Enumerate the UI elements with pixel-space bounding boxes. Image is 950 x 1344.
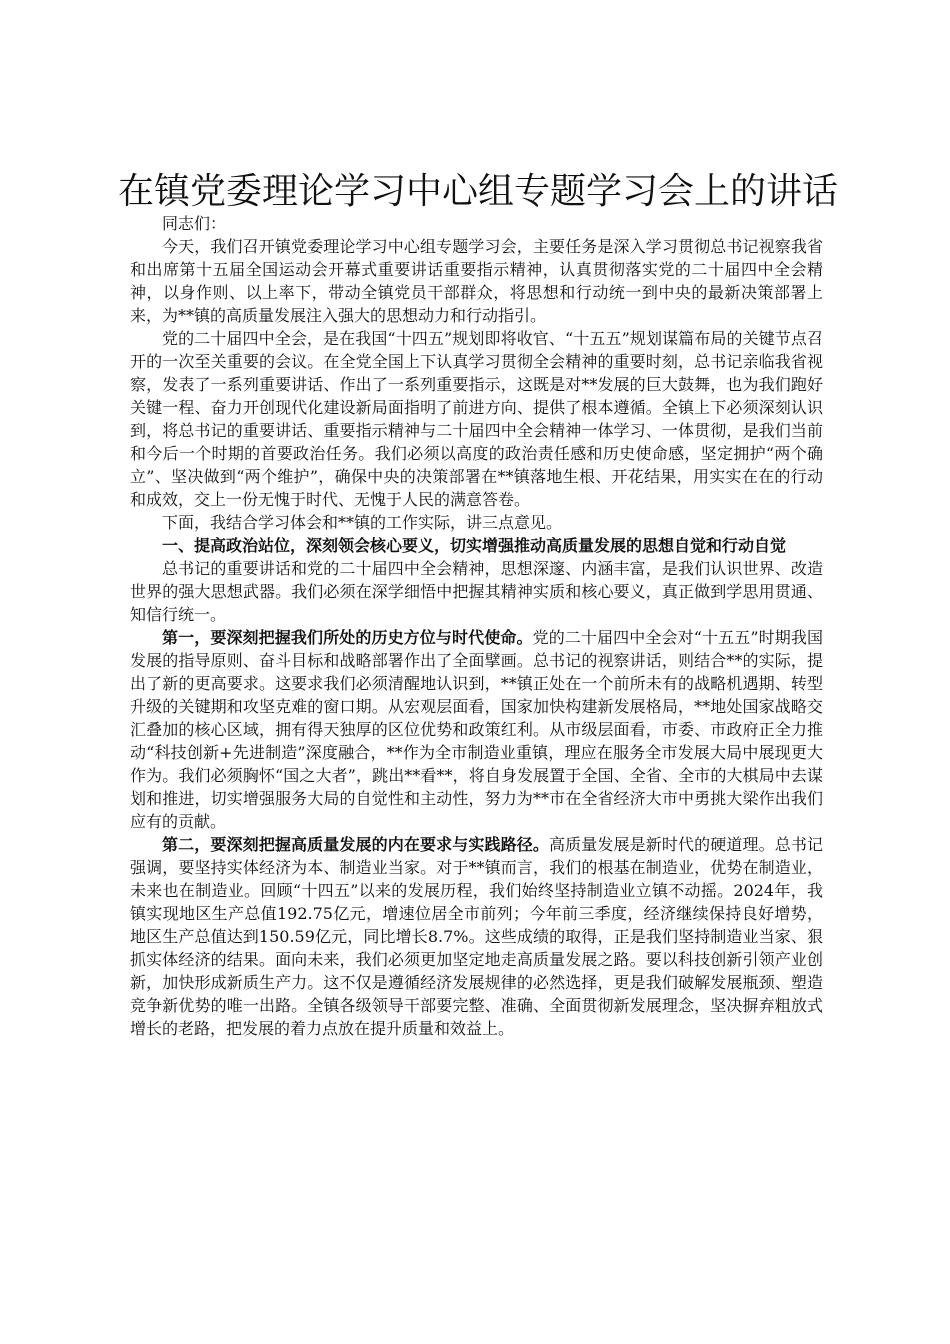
section-1-heading: 一、提高政治站位，深刻领会核心要义，切实增强推动高质量发展的思想自觉和行动自觉 [162,536,787,555]
document-title: 在镇党委理论学习中心组专题学习会上的讲话 [118,171,839,212]
document-body [130,212,823,1040]
point-1-text: 党的二十届四中全会对“十五五”时期我国发展的指导原则、奋斗目标和战略部署作出了全面擘画。总书记的视察讲话，则结合**的实际，提出了新的更高要求。这要求我们必须清醒地认识到，**镇正处在一个前所未有的战略机遇期、转型升级的关键期和攻坚克难的窗口期。从宏观层面看，国家加快构建新发展格局，**地处国家战略交汇叠加的核心区域，拥有得天独厚的区位优势和政策红利。从市级层面看，市委、市政府正全力推动“科技创新+先进制造”深度融合，**作为全市制造业重镇，理应在服务全市发展大局中展现更大作为。我们必须胸怀“国之大者”，跳出**看**，将自身发展置于全国、全省、全市的大棋局中去谋划和推进，切实增强服务大局的自觉性和主动性，努力为**市在全省经济大市中勇挑大梁作出我们应有的贡献。 [130,628,823,831]
greeting: 同志们： [162,214,227,233]
point-1-paragraph [130,626,823,833]
section-1-paragraph: 总书记的重要讲话和党的二十届四中全会精神，思想深邃、内涵丰富，是我们认识世界、改造世界的强大思想武器。我们必须在深学细悟中把握其精神实质和核心要义，真正做到学思用贯通、知信行统一。 [130,559,823,624]
intro-paragraph-1: 今天，我们召开镇党委理论学习中心组专题学习会，主要任务是深入学习贯彻总书记视察我省和出席第十五届全国运动会开幕式重要讲话重要指示精神，认真贯彻落实党的二十届四中全会精神，以身作则、以上率下，带动全镇党员干部群众，将思想和行动统一到中央的最新决策部署上来，为**镇的高质量发展注入强大的思想动力和行动指引。 [130,237,823,325]
point-2-text: 高质量发展是新时代的硬道理。总书记强调，要坚持实体经济为本、制造业当家。对于**镇而言，我们的根基在制造业，优势在制造业，未来也在制造业。回顾“十四五”以来的发展历程，我们始终坚持制造业立镇不动摇。2024年，我镇实现地区生产总值192.75亿元，增速位居全市前列；今年前三季度，经济继续保持良好增势，地区生产总值达到150.59亿元，同比增长8.7%。这些成绩的取得，正是我们坚持制造业当家、狠抓实体经济的结果。面向未来，我们必须更加坚定地走高质量发展之路。要以科技创新引领产业创新，加快形成新质生产力。这不仅是遵循经济发展规律的必然选择，更是我们破解发展瓶颈、塑造竞争新优势的唯一出路。全镇各级领导干部要完整、准确、全面贯彻新发展理念，坚决摒弃粗放式增长的老路，把发展的着力点放在提升质量和效益上。 [130,835,823,1038]
intro-paragraph-3: 下面，我结合学习体会和**镇的工作实际，讲三点意见。 [162,513,563,532]
intro-paragraph-2: 党的二十届四中全会，是在我国“十四五”规划即将收官、“十五五”规划谋篇布局的关键节点召开的一次至关重要的会议。在全党全国上下认真学习贯彻全会精神的重要时刻，总书记亲临我省视察，发表了一系列重要讲话、作出了一系列重要指示，这既是对**发展的巨大鼓舞，也为我们跑好关键一程、奋力开创现代化建设新局面指明了前进方向、提供了根本遵循。全镇上下必须深刻认识到，将总书记的重要讲话、重要指示精神与二十届四中全会精神一体学习、一体贯彻，是我们当前和今后一个时期的首要政治任务。我们必须以高度的政治责任感和历史使命感，坚定拥护“两个确立”、坚决做到“两个维护”，确保中央的决策部署在**镇落地生根、开花结果，用实实在在的行动和成效，交上一份无愧于时代、无愧于人民的满意答卷。 [130,329,823,509]
point-2-paragraph [130,833,823,1040]
point-2-lead: 第二，要深刻把握高质量发展的内在要求与实践路径。 [162,835,549,854]
point-1-lead: 第一，要深刻把握我们所处的历史方位与时代使命。 [162,628,533,647]
